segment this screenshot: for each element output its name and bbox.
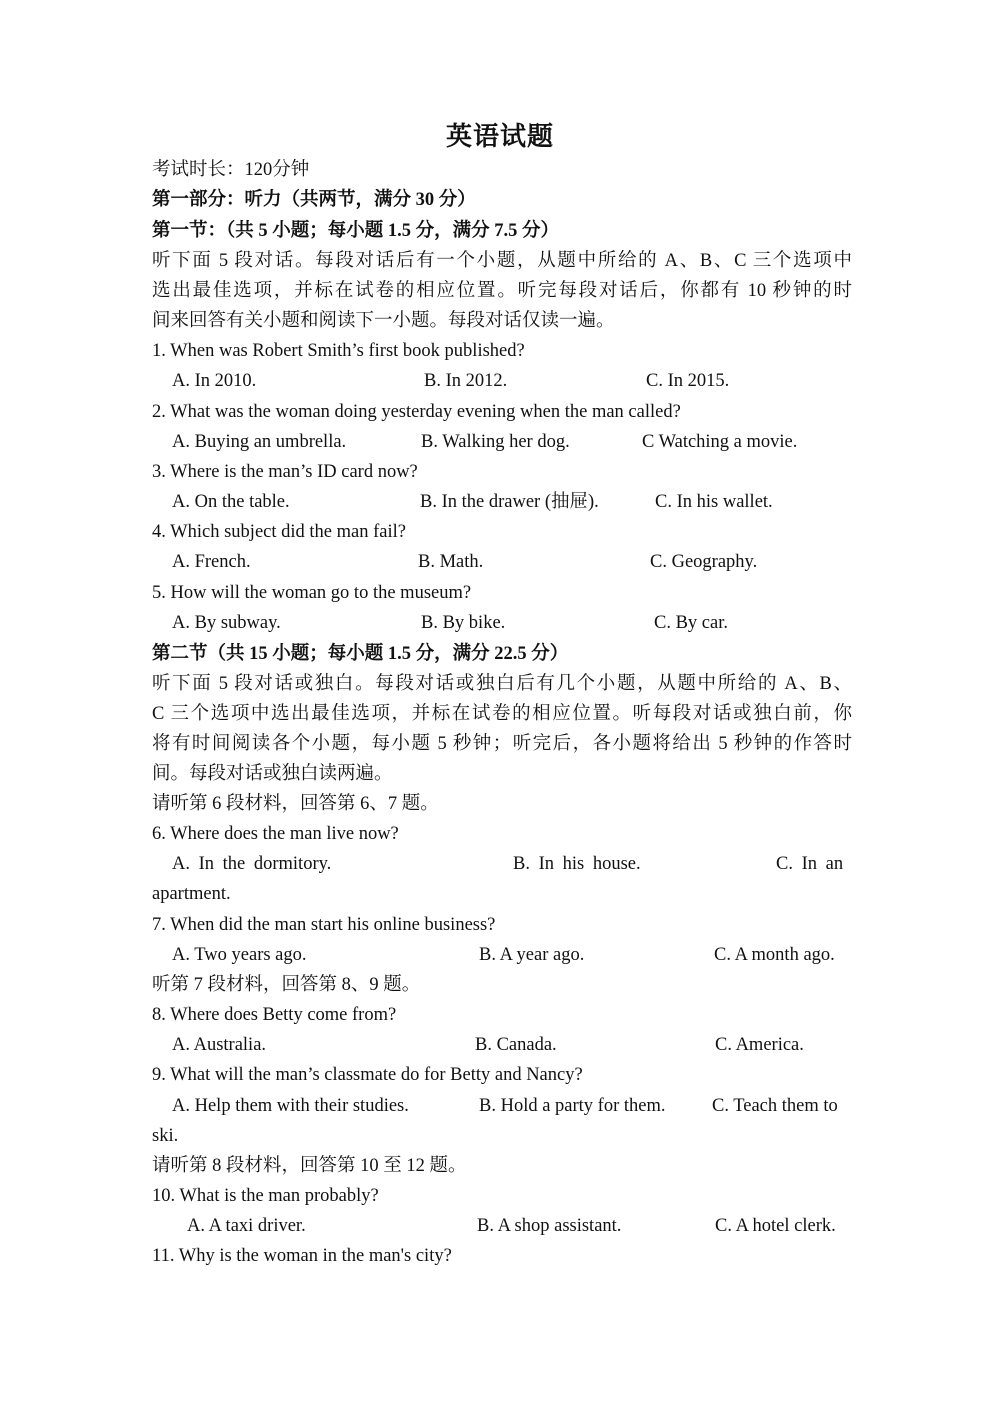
section1-instruction-line: 间来回答有关小题和阅读下一小题。每段对话仅读一遍。 — [152, 311, 615, 331]
option-c: C. In his wallet. — [655, 492, 773, 512]
option-b: B. By bike. — [421, 613, 506, 633]
section1-heading: 第一节：（共 5 小题；每小题 1.5 分，满分 7.5 分） — [152, 221, 560, 241]
option-a: A. By subway. — [172, 613, 281, 633]
question-2-options — [152, 427, 852, 457]
option-a: A. Buying an umbrella. — [172, 432, 347, 452]
question-5: 5. How will the woman go to the museum? — [152, 583, 472, 603]
option-b: B. A year ago. — [479, 945, 585, 965]
section1-instruction-line: 听下面 5 段对话。每段对话后有一个小题，从题中所给的 A、B、C 三个选项中 — [152, 251, 852, 271]
question-6-options — [152, 849, 852, 879]
question-10: 10. What is the man probably? — [152, 1186, 379, 1206]
section2-instruction-line: 听下面 5 段对话或独白。每段对话或独白后有几个小题，从题中所给的 A、B、 — [152, 674, 852, 694]
option-b: B. Hold a party for them. — [479, 1096, 666, 1116]
question-4-options — [152, 547, 852, 577]
question-4: 4. Which subject did the man fail? — [152, 522, 406, 542]
option-a: A. Australia. — [172, 1035, 267, 1055]
option-b: B. Walking her dog. — [421, 432, 570, 452]
material-8-instruction: 请听第 8 段材料，回答第 10 至 12 题。 — [152, 1156, 467, 1176]
section2-instruction-line: C 三个选项中选出最佳选项，并标在试卷的相应位置。听每段对话或独白前，你 — [152, 704, 852, 724]
section2-instruction-line: 将有时间阅读各个小题，每小题 5 秒钟；听完后，各小题将给出 5 秒钟的作答时 — [152, 734, 852, 754]
option-a: A. Two years ago. — [172, 945, 307, 965]
option-b: B. Math. — [418, 552, 484, 572]
material-7-instruction: 听第 7 段材料，回答第 8、9 题。 — [152, 975, 421, 995]
question-8-options — [152, 1030, 852, 1060]
question-9-option-c-wrap: ski. — [152, 1126, 179, 1146]
question-1-options — [152, 366, 852, 396]
section2-instruction-line: 间。每段对话或独白读两遍。 — [152, 764, 393, 784]
section1-instruction-line: 选出最佳选项，并标在试卷的相应位置。听完每段对话后，你都有 10 秒钟的时 — [152, 281, 852, 301]
option-c: C Watching a movie. — [642, 432, 798, 452]
option-c: C. Geography. — [650, 552, 758, 572]
material-6-instruction: 请听第 6 段材料，回答第 6、7 题。 — [152, 794, 439, 814]
question-6: 6. Where does the man live now? — [152, 824, 399, 844]
question-2: 2. What was the woman doing yesterday evening when the man called? — [152, 402, 681, 422]
question-9-options — [152, 1091, 852, 1121]
option-a: A. On the table. — [172, 492, 290, 512]
option-c: C. A hotel clerk. — [715, 1216, 836, 1236]
option-c: C. In an — [776, 854, 844, 874]
question-7-options — [152, 940, 852, 970]
option-c: C. Teach them to — [712, 1096, 838, 1116]
option-b: B. In the drawer (抽屉). — [420, 492, 599, 512]
option-c: C. By car. — [654, 613, 728, 633]
option-c: C. In 2015. — [646, 371, 730, 391]
part1-heading: 第一部分：听力（共两节，满分 30 分） — [152, 190, 476, 210]
option-b: B. Canada. — [475, 1035, 557, 1055]
option-a: A. Help them with their studies. — [172, 1096, 409, 1116]
section2-heading: 第二节（共 15 小题；每小题 1.5 分，满分 22.5 分） — [152, 644, 569, 664]
question-8: 8. Where does Betty come from? — [152, 1005, 397, 1025]
option-a: A. In the dormitory. — [172, 854, 332, 874]
exam-duration: 考试时长：120分钟 — [152, 160, 310, 180]
question-11: 11. Why is the woman in the man's city? — [152, 1246, 452, 1266]
question-3: 3. Where is the man’s ID card now? — [152, 462, 418, 482]
question-10-options — [152, 1211, 852, 1241]
option-b: B. In 2012. — [424, 371, 508, 391]
option-b: B. A shop assistant. — [477, 1216, 622, 1236]
option-a: A. French. — [172, 552, 251, 572]
option-c: C. A month ago. — [714, 945, 835, 965]
question-9: 9. What will the man’s classmate do for Betty and Nancy? — [152, 1065, 583, 1085]
page-title: 英语试题 — [445, 122, 554, 151]
question-6-option-c-wrap: apartment. — [152, 884, 231, 904]
option-b: B. In his house. — [513, 854, 641, 874]
option-c: C. America. — [715, 1035, 804, 1055]
question-5-options — [152, 608, 852, 638]
question-3-options — [152, 487, 852, 517]
question-7: 7. When did the man start his online business? — [152, 915, 496, 935]
option-a: A. A taxi driver. — [187, 1216, 306, 1236]
option-a: A. In 2010. — [172, 371, 257, 391]
question-1: 1. When was Robert Smith’s first book published? — [152, 341, 525, 361]
